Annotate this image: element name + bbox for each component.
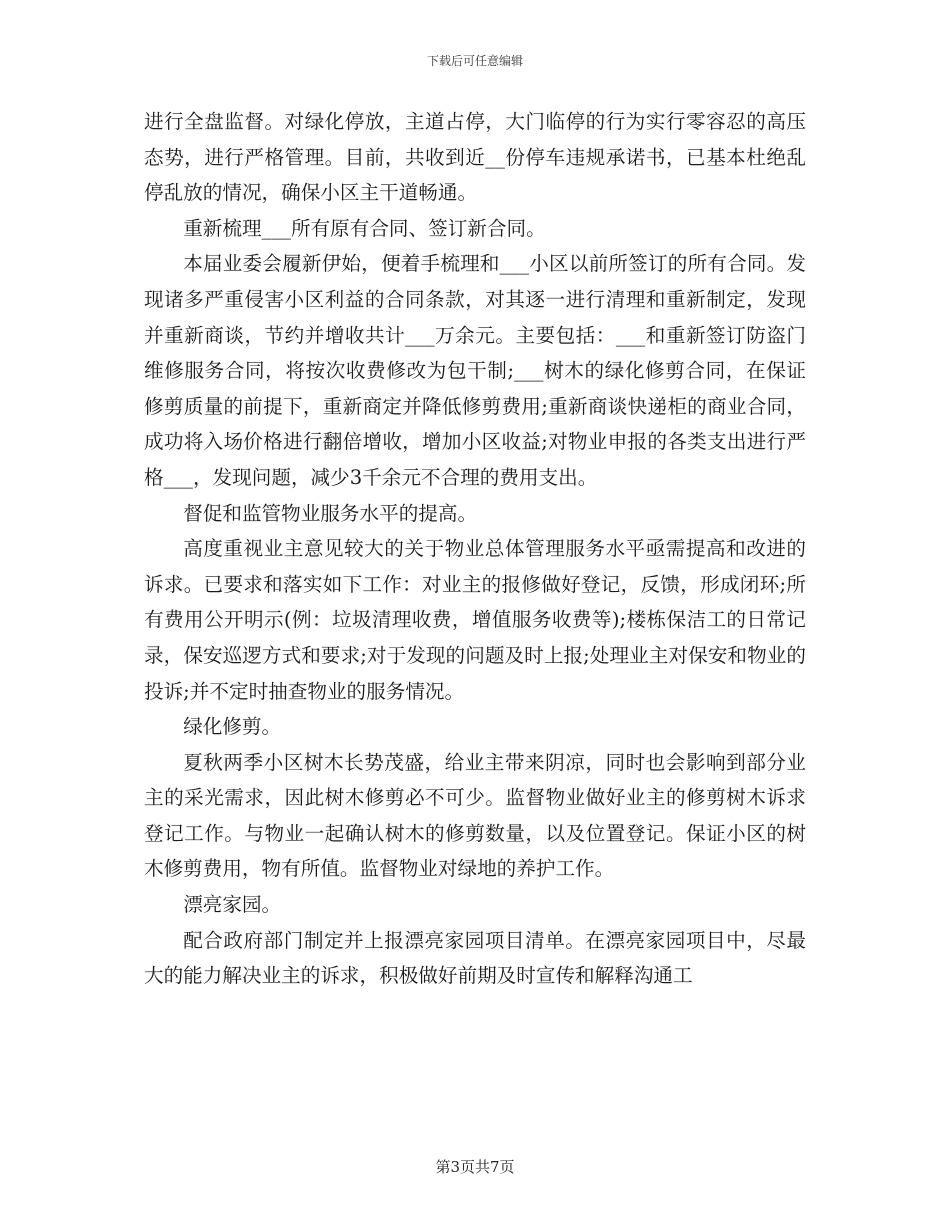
- page-header: 下载后可任意编辑: [426, 54, 523, 68]
- paragraph-6-heading: 绿化修剪。: [183, 715, 282, 739]
- paragraph-7: 夏秋两季小区树木长势茂盛，给业主带来阴凉，同时也会影响到部分业主的采光需求，因此树木修剪必不可少。监督物业做好业主的修剪树木诉求登记工作。与物业一起确认树木的修剪数量，以及位置登记。保证小区的树木修剪费用，物有所值。监督物业对绿地的养护工作。: [144, 750, 806, 881]
- paragraph-5: 高度重视业主意见较大的关于物业总体管理服务水平亟需提高和改进的诉求。已要求和落实如下工作：对业主的报修做好登记，反馈，形成闭环;所有费用公开明示(例：垃圾清理收费，增值服务收费等);楼栋保洁工的日常记录，保安巡逻方式和要求;对于发现的问题及时上报;处理业主对保安和物业的投诉;并不定时抽查物业的服务情况。: [144, 537, 806, 703]
- paragraph-8-heading: 漂亮家园。: [183, 893, 282, 917]
- paragraph-3: 本届业委会履新伊始，便着手梳理和___小区以前所签订的所有合同。发现诸多严重侵害小区利益的合同条款，对其逐一进行清理和重新制定，发现并重新商谈，节约并增收共计___万余元。主要包括：___和重新签订防盗门维修服务合同，将按次收费修改为包干制;___树木的绿化修剪合同，在保证修剪质量的前提下，重新商定并降低修剪费用;重新商谈快递柜的商业合同，成功将入场价格进行翻倍增收，增加小区收益;对物业申报的各类支出进行严格___，发现问题，减少3千余元不合理的费用支出。: [144, 252, 806, 489]
- paragraph-1: 进行全盘监督。对绿化停放，主道占停，大门临停的行为实行零容忍的高压态势，进行严格管理。目前，共收到近__份停车违规承诺书，已基本杜绝乱停乱放的情况，确保小区主干道畅通。: [144, 110, 806, 205]
- paragraph-9: 配合政府部门制定并上报漂亮家园项目清单。在漂亮家园项目中，尽最大的能力解决业主的诉求，积极做好前期及时宣传和解释沟通工: [144, 928, 806, 988]
- document-body: [144, 104, 806, 994]
- paragraph-2-heading: 重新梳理___所有原有合同、签订新合同。: [183, 216, 546, 240]
- page-footer: 第3页共7页: [435, 1158, 515, 1176]
- paragraph-4-heading: 督促和监管物业服务水平的提高。: [183, 501, 478, 525]
